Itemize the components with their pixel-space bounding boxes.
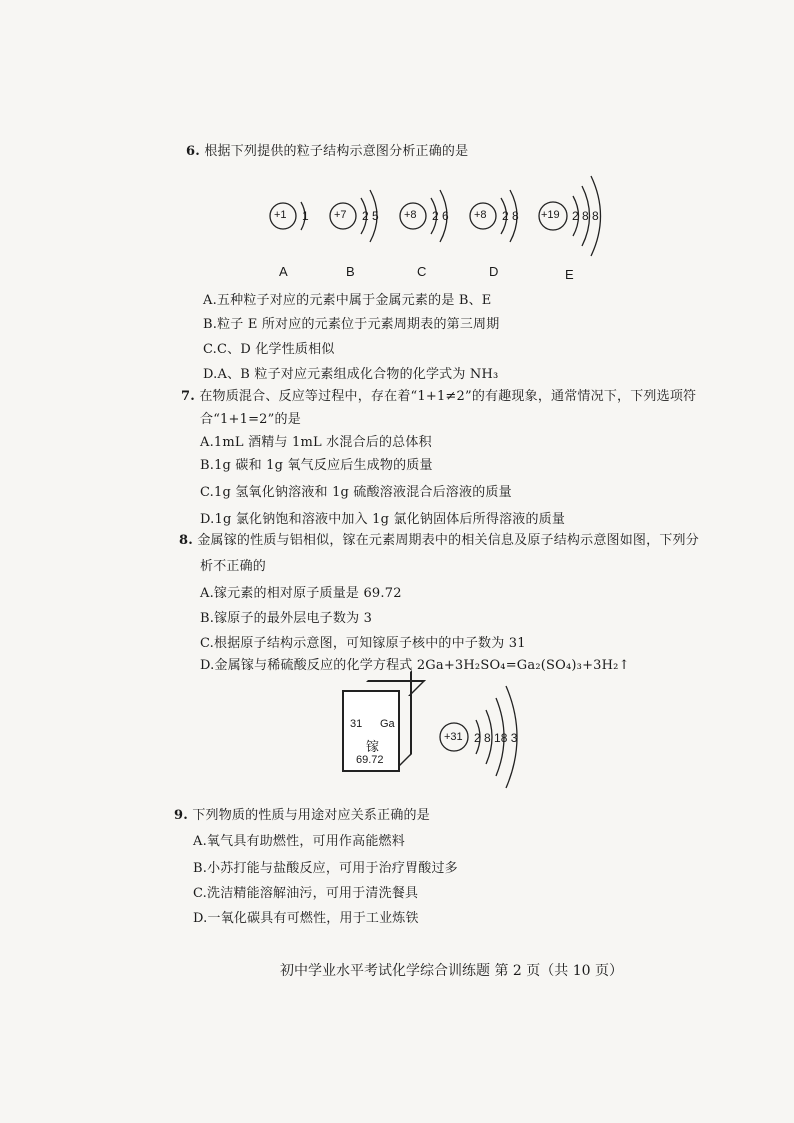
q9-stem (174, 804, 430, 823)
particle-d-electrons: 2 8 (502, 209, 519, 223)
q7-option-a: A.1mL 酒精与 1mL 水混合后的总体积 (200, 435, 432, 450)
q6-option-b: B.粒子 E 所对应的元素位于元素周期表的第三周期 (203, 317, 500, 332)
particle-a-label: A (279, 264, 288, 279)
q7-option-d: D.1g 氯化钠饱和溶液中加入 1g 氯化钠固体后所得溶液的质量 (200, 512, 566, 527)
q9-stem-text: 下列物质的性质与用途对应关系正确的是 (192, 808, 430, 823)
gallium-nucleus: +31 (444, 731, 463, 743)
particle-a-nucleus: +1 (274, 209, 287, 221)
q8-option-d: D.金属镓与稀硫酸反应的化学方程式 2Ga+3H₂SO₄=Ga₂(SO₄)₃+3H₂↑ (200, 658, 630, 673)
q6-stem (186, 140, 468, 159)
element-cell (342, 690, 400, 772)
q6-number: 6. (186, 144, 200, 159)
particle-d-label: D (489, 264, 499, 279)
q7-stem-line2: 合“1+1=2”的是 (200, 412, 301, 427)
particle-e-label: E (565, 267, 574, 282)
q7-number: 7. (181, 389, 195, 404)
q6-option-d: D.A、B 粒子对应元素组成化合物的化学式为 NH₃ (203, 367, 499, 382)
particle-b-electrons: 2 5 (362, 209, 379, 223)
particle-b-label: B (346, 264, 355, 279)
q8-option-a: A.镓元素的相对原子质量是 69.72 (200, 586, 402, 601)
element-symbol: Ga (380, 718, 395, 730)
particle-a-electrons: 1 (302, 209, 309, 223)
q8-number: 8. (179, 533, 193, 548)
q7-stem-text-1: 在物质混合、反应等过程中，存在着“1+1≠2”的有趣现象，通常情况下，下列选项符 (199, 389, 697, 404)
q7-option-b: B.1g 碳和 1g 氧气反应后生成物的质量 (200, 458, 433, 473)
particle-c-label: C (417, 264, 427, 279)
q6-option-c: C.C、D 化学性质相似 (203, 342, 335, 357)
particle-d-nucleus: +8 (474, 209, 487, 221)
q9-option-c: C.洗洁精能溶解油污，可用于清洗餐具 (193, 886, 419, 901)
gallium-electrons: 2 8 18 3 (474, 731, 518, 745)
q9-option-a: A.氧气具有助燃性，可用作高能燃料 (193, 834, 405, 849)
q6-stem-text: 根据下列提供的粒子结构示意图分析正确的是 (204, 144, 469, 159)
particle-e-nucleus: +19 (541, 209, 560, 221)
q9-option-d: D.一氧化碳具有可燃性，用于工业炼铁 (193, 911, 419, 926)
element-cell-side (398, 670, 412, 768)
q9-option-b: B.小苏打能与盐酸反应，可用于治疗胃酸过多 (193, 861, 458, 876)
particle-c-electrons: 2 6 (432, 209, 449, 223)
element-mass: 69.72 (356, 754, 384, 766)
page-footer: 初中学业水平考试化学综合训练题 第 2 页（共 10 页） (280, 963, 623, 979)
q6-particle-diagrams (0, 172, 794, 272)
particle-e-electrons: 2 8 8 (572, 209, 599, 223)
q7-stem-line1 (181, 385, 696, 404)
element-number: 31 (350, 718, 363, 730)
q8-stem-line1 (179, 529, 699, 548)
q9-number: 9. (174, 808, 188, 823)
particle-b-nucleus: +7 (334, 209, 347, 221)
q7-option-c: C.1g 氢氧化钠溶液和 1g 硫酸溶液混合后溶液的质量 (200, 485, 512, 500)
q8-stem-line2: 析不正确的 (200, 559, 267, 574)
particle-c-nucleus: +8 (404, 209, 417, 221)
q8-option-b: B.镓原子的最外层电子数为 3 (200, 611, 373, 626)
q8-option-c: C.根据原子结构示意图，可知镓原子核中的中子数为 31 (200, 636, 526, 651)
element-name: 镓 (366, 740, 380, 755)
q6-option-a: A.五种粒子对应的元素中属于金属元素的是 B、E (203, 293, 492, 308)
q8-stem-text-1: 金属镓的性质与铝相似，镓在元素周期表中的相关信息及原子结构示意图如图，下列分 (197, 533, 699, 548)
